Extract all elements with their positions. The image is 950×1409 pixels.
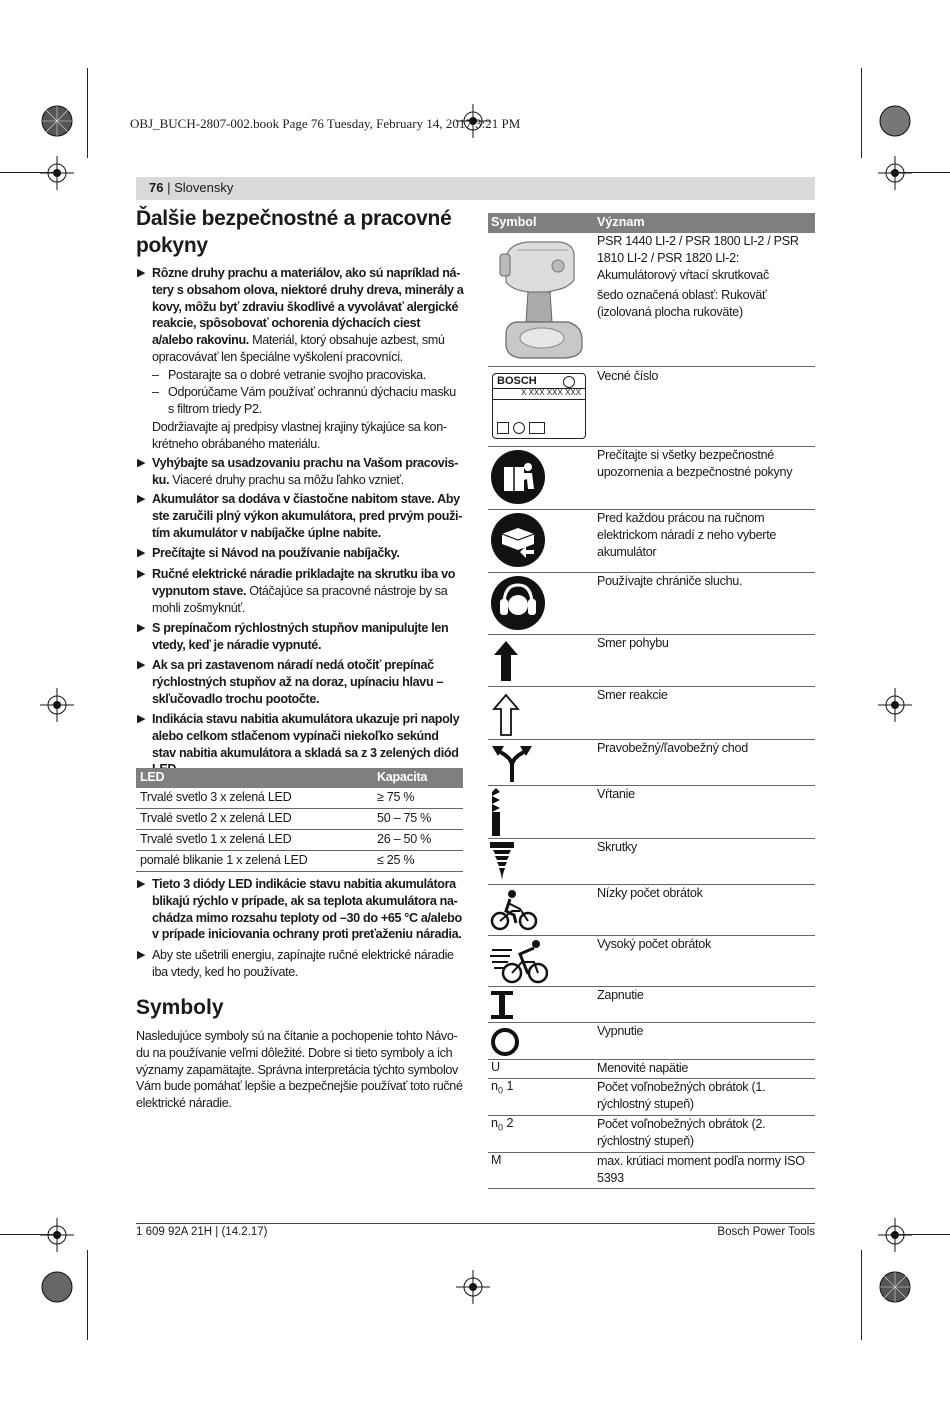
registration-mark-top-left bbox=[40, 104, 74, 138]
symbol-row: $n_0$ 1 Počet voľnobežných obrátok (1. rýchlostný stupeň) bbox=[488, 1079, 815, 1116]
crosshair-right-top bbox=[878, 156, 912, 190]
symbol-row: Vypnutie bbox=[488, 1023, 815, 1060]
crosshair-left-top bbox=[40, 156, 74, 190]
bullet-item: ▶ Aby ste ušetrili energiu, zapínajte ručné elektrické náradie iba vtedy, ked ho používate. bbox=[137, 948, 454, 979]
crop-line bbox=[890, 1234, 950, 1235]
crosshair-bottom-center bbox=[456, 1270, 490, 1304]
dash-item: – Postarajte sa o dobré vetranie svojho pracoviska. bbox=[152, 368, 426, 382]
crop-line bbox=[890, 172, 950, 173]
bullet-item: ▶ Ak sa pri zastavenom náradí nedá otočiť prepínač rýchlostných stupňov až na doraz, upínaciu hlavu – skľučovadlo trochu pootočte. bbox=[137, 658, 444, 706]
table-row: Trvalé svetlo 1 x zelená LED 26 – 50 % bbox=[136, 830, 463, 851]
bullet-item: ▶ Ručné elektrické náradie prikladajte na skrutku iba vo vypnutom stave. Otáčajúce sa pracovné nástroje by sa mohli zošmyknúť. bbox=[137, 567, 456, 615]
arrow-up-outline-icon bbox=[492, 693, 520, 737]
symbol-row: BOSCH X XXX XXX XXX Vecné číslo bbox=[488, 367, 815, 447]
crop-line bbox=[0, 1234, 60, 1235]
fork-arrows-icon bbox=[490, 744, 534, 782]
symbol-row: Smer pohybu bbox=[488, 635, 815, 687]
page-header: 76 | Slovensky bbox=[149, 180, 234, 195]
crop-line bbox=[861, 68, 862, 158]
dash-item: – Odporúčame Vám používať ochrannú dýchaciu masku s filtrom triedy P2. bbox=[152, 385, 456, 416]
symbol-row: Vysoký počet obrátok bbox=[488, 936, 815, 987]
crosshair-left-middle bbox=[40, 688, 74, 722]
bullet-item: ▶ S prepínačom rýchlostných stupňov manipulujte len vtedy, keď je náradie vypnuté. bbox=[137, 621, 449, 652]
bosch-logo-icon bbox=[563, 376, 575, 388]
symbol-row: Skrutky bbox=[488, 839, 815, 885]
symbol-row: Pred každou prácou na ručnom elektrickom náradí z neho vyberte akumulátor bbox=[488, 510, 815, 573]
ear-protection-icon bbox=[490, 575, 546, 631]
screw-icon bbox=[490, 842, 516, 882]
arrow-up-filled-icon bbox=[492, 639, 520, 683]
bullet-item: ▶ Vyhýbajte sa usadzovaniu prachu na Vašom pracovisku. Viaceré druhy prachu sa môžu ľahko vznieť. bbox=[137, 456, 459, 487]
symbol-row: Smer reakcie bbox=[488, 687, 815, 740]
circle-icon bbox=[513, 422, 525, 434]
regulations-text: Dodržiavajte aj predpisy vlastnej krajiny týkajúce sa konkrétneho obrábaného materiálu. bbox=[152, 420, 448, 451]
language-label: Slovensky bbox=[174, 180, 234, 195]
serial-number: X XXX XXX XXX bbox=[521, 388, 582, 397]
table-row: Trvalé svetlo 2 x zelená LED 50 – 75 % bbox=[136, 809, 463, 830]
footer-right: Bosch Power Tools bbox=[717, 1226, 815, 1238]
bullet-item: ▶ Tieto 3 diódy LED indikácie stavu nabitia akumulátora blikajú rýchlo v prípade, ak sa teplota akumulátora nachádza mimo rozsahu teploty od –30 do +65 °C a/alebo v prípade iniciovania ochrany proti preťaženiu náradia. bbox=[137, 877, 462, 942]
slow-cyclist-icon bbox=[490, 889, 538, 931]
symbols-intro-text: Nasledujúce symboly sú na čítanie a pochopenie tohto Návodu na používanie veľmi dôležité. Dobre si tieto symboly a ich významy zapamätajte. Správna interpretácia týchto symbolov Vám bude pomáhať lepšie a bezpečnejšie používať toto ručné elektrické náradie. bbox=[136, 1029, 463, 1111]
symbol-row: Zapnutie bbox=[488, 987, 815, 1023]
registration-mark-bottom-left bbox=[40, 1270, 74, 1304]
crop-line bbox=[861, 1250, 862, 1340]
symbol-row: Vŕtanie bbox=[488, 786, 815, 839]
crop-line bbox=[0, 172, 60, 173]
square-icon bbox=[497, 422, 509, 434]
crosshair-left-bottom bbox=[40, 1218, 74, 1252]
symbol-row: PSR 1440 LI-2 / PSR 1800 LI-2 / PSR 1810 LI-2 / PSR 1820 LI-2: Akumulátorový vŕtací skrutkovač šedo označená oblasť: Rukoväť (izolovaná plocha rukoväte) bbox=[488, 233, 815, 367]
nameplate-divider bbox=[493, 399, 585, 400]
fast-cyclist-icon bbox=[490, 938, 548, 984]
crosshair-right-bottom bbox=[878, 1218, 912, 1252]
symbol-label: $n_0$ 1 bbox=[491, 1079, 514, 1096]
led-table bbox=[136, 768, 463, 872]
bullet-item: ▶ Akumulátor sa dodáva v čiastočne nabitom stave. Aby ste zaručili plný výkon akumulátora, pred prvým použitím akumulátor v nabíjačke úplne nabite. bbox=[137, 492, 463, 540]
page-header-bar bbox=[136, 177, 815, 200]
symbol-row: $n_0$ 2 Počet voľnobežných obrátok (2. rýchlostný stupeň) bbox=[488, 1116, 815, 1153]
symbol-row: Pravobežný/ľavobežný chod bbox=[488, 740, 815, 786]
bullet-item: ▶ Indikácia stavu nabitia akumulátora ukazuje pri napoly alebo celkom stlačenom vypínači niekoľko sekúnd stav nabitia akumulátora a skladá sa z 3 zelených diód bbox=[137, 712, 460, 760]
table-row: pomalé blikanie 1 x zelená LED ≤ 25 % bbox=[136, 851, 463, 872]
symbol-label: M bbox=[491, 1153, 502, 1167]
symbol-row: M max. krútiaci moment podľa normy ISO 5393 bbox=[488, 1153, 815, 1189]
brand-label: BOSCH bbox=[497, 375, 537, 387]
bullet-item: ▶ Prečítajte si Návod na používanie nabíjačky. bbox=[137, 546, 400, 560]
book-info-line: OBJ_BUCH-2807-002.book Page 76 Tuesday, February 14, 2017 3:21 PM bbox=[130, 116, 521, 131]
crosshair-right-middle bbox=[878, 688, 912, 722]
symbol-row: U Menovité napätie bbox=[488, 1060, 815, 1079]
symbol-table-header: Symbol Význam bbox=[488, 213, 815, 233]
drill-icon bbox=[498, 236, 586, 362]
crop-line bbox=[87, 1250, 88, 1340]
section-title-safety: Ďalšie bezpečnostné a pracovné pokyny bbox=[136, 207, 452, 257]
nameplate-icon bbox=[492, 373, 586, 439]
footer-left: 1 609 92A 21H | (14.2.17) bbox=[136, 1226, 268, 1238]
footer-divider bbox=[136, 1223, 815, 1224]
crop-line bbox=[87, 68, 88, 158]
registration-mark-top-right bbox=[878, 104, 912, 138]
symbol-label: $n_0$ 2 bbox=[491, 1116, 514, 1133]
remove-battery-icon bbox=[490, 512, 546, 568]
bullet-item: ▶ Rôzne druhy prachu a materiálov, ako sú napríklad nátery s obsahom olova, niektoré druhy dreva, minerály a kovy, môžu byť zdraviu škodlivé a vyvolávať alergické reakcie, spôsobovať ochorenia dýchacích ciest a/alebo rakovinu. Materiál, ktorý obsahuje azbest, smú opracovávať len špeciálne vyškolení pracovníci. bbox=[137, 266, 464, 364]
on-icon bbox=[491, 991, 513, 1019]
read-manual-icon bbox=[490, 449, 546, 505]
symbol-label: U bbox=[491, 1060, 501, 1074]
symbol-row: Prečítajte si všetky bezpečnostné upozornenia a bezpečnostné pokyny bbox=[488, 447, 815, 510]
drill-bit-icon bbox=[490, 788, 504, 836]
symbol-row: Nízky počet obrátok bbox=[488, 885, 815, 936]
rectangle-icon bbox=[529, 422, 545, 434]
section-title-symbols: Symboly bbox=[136, 996, 224, 1019]
registration-mark-bottom-right bbox=[878, 1270, 912, 1304]
off-icon bbox=[490, 1027, 520, 1057]
symbol-row: Používajte chrániče sluchu. bbox=[488, 573, 815, 635]
led-table-header: LED Kapacita bbox=[136, 768, 463, 788]
table-row: Trvalé svetlo 3 x zelená LED ≥ 75 % bbox=[136, 788, 463, 809]
page-number: 76 bbox=[149, 180, 164, 195]
